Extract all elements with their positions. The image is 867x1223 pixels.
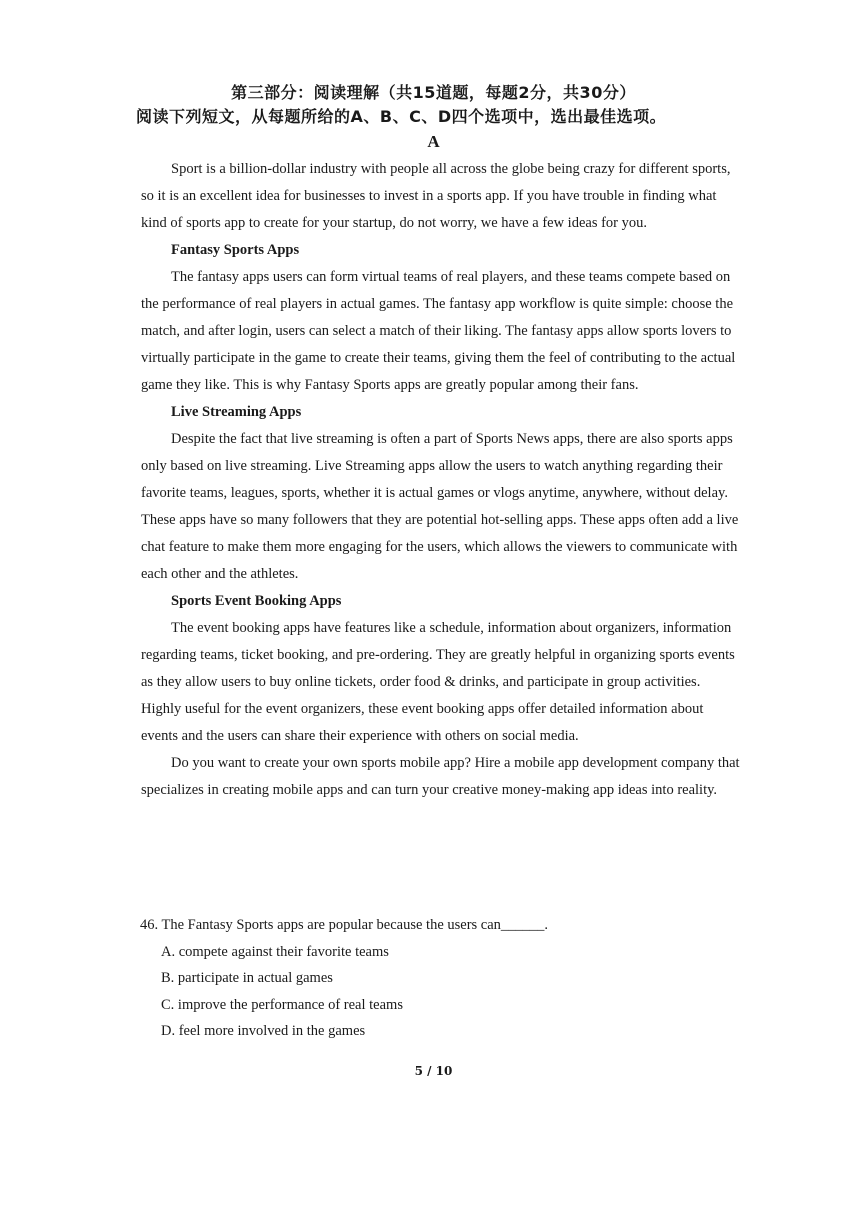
passage-body: [141, 156, 741, 804]
question-46: [140, 912, 548, 1045]
passage-closing: Do you want to create your own sports mobile app? Hire a mobile app development company that specializes in creating mobile apps and can turn your creative money-making app ideas into reality.: [141, 755, 740, 798]
option-c: C. improve the performance of real teams: [161, 996, 403, 1013]
option-a: A. compete against their favorite teams: [161, 943, 389, 960]
section-instructions: 阅读下列短文，从每题所给的A、B、C、D四个选项中，选出最佳选项。: [136, 107, 667, 126]
passage-intro: Sport is a billion-dollar industry with people all across the globe being crazy for different sports, so it is an excellent idea for businesses to invest in a sports app. If you have trouble in finding what kind of sports app to create for your startup, do not worry, we have a few ideas for you.: [141, 161, 731, 231]
paragraph-live-streaming: Despite the fact that live streaming is often a part of Sports News apps, there are also sports apps only based on live streaming. Live Streaming apps allow the users to watch anything regarding their favorite teams, leagues, sports, whether it is actual games or vlogs anytime, anywhere, without delay. These apps have so many followers that they are potential hot-selling apps. These apps often add a live chat feature to make them more engaging for the users, which allows the viewers to communicate with each other and the athletes.: [141, 431, 739, 582]
section-header: 第三部分：阅读理解（共15道题，每题2分，共30分）: [231, 83, 636, 102]
question-stem: 46. The Fantasy Sports apps are popular because the users can______.: [140, 917, 549, 933]
option-b: B. participate in actual games: [161, 970, 333, 986]
subheading-live-streaming: Live Streaming Apps: [171, 404, 302, 420]
option-d: D. feel more involved in the games: [161, 1023, 366, 1039]
paragraph-event-booking: The event booking apps have features like a schedule, information about organizers, information regarding teams, ticket booking, and pre-ordering. They are greatly helpful in organizing sports events as they allow users to buy online tickets, order food & drinks, and participate in group activities. Highly useful for the event organizers, these event booking apps offer detailed information about events and the users can share their experience with others on social media.: [141, 620, 735, 744]
page-number: 5 / 10: [414, 1064, 453, 1078]
subheading-fantasy: Fantasy Sports Apps: [171, 242, 300, 258]
subheading-event-booking: Sports Event Booking Apps: [171, 593, 342, 609]
passage-letter: A: [427, 132, 440, 151]
paragraph-fantasy: The fantasy apps users can form virtual teams of real players, and these teams compete based on the performance of real players in actual games. The fantasy app workflow is quite simple: choose the match, and after login, users can select a match of their liking. The fantasy apps allow sports lovers to virtually participate in the game to create their teams, giving them the feel of contributing to the actual game they like. This is why Fantasy Sports apps are greatly popular among their fans.: [141, 269, 736, 393]
